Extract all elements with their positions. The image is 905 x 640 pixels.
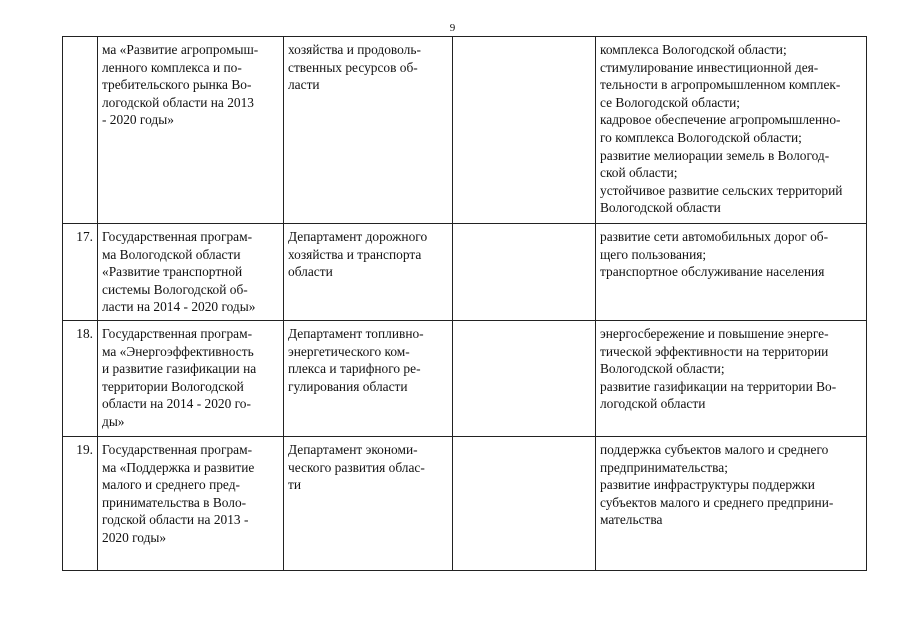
table-row — [63, 437, 867, 571]
goals-cell: поддержка субъектов малого и среднего предпринимательства; развитие инфраструктуры поддержки субъектов малого и среднего предприни- мательства — [596, 437, 867, 571]
page-number: 9 — [449, 22, 456, 34]
empty-cell — [453, 224, 596, 321]
table-row — [63, 321, 867, 437]
program-cell: Государственная програм- ма «Энергоэффективность и развитие газификации на территории Вологодской области на 2014 - 2020 го- ды» — [98, 321, 284, 437]
row-number: 17. — [63, 224, 98, 321]
empty-cell — [453, 37, 596, 224]
program-cell: Государственная програм- ма «Поддержка и развитие малого и среднего пред- принимательства в Воло- годской области на 2013 - 2020 годы» — [98, 437, 284, 571]
goals-cell: развитие сети автомобильных дорог об- щего пользования; транспортное обслуживание населения — [596, 224, 867, 321]
row-number: 18. — [63, 321, 98, 437]
row-number: 19. — [63, 437, 98, 571]
program-cell: Государственная програм- ма Вологодской области «Развитие транспортной системы Вологодской об- ласти на 2014 - 2020 годы» — [98, 224, 284, 321]
department-cell: Департамент топливно- энергетического ком- плекса и тарифного ре- гулирования области — [284, 321, 453, 437]
table-row — [63, 37, 867, 224]
program-cell: ма «Развитие агропромыш- ленного комплекса и по- требительского рынка Во- логодской области на 2013 - 2020 годы» — [98, 37, 284, 224]
department-cell: Департамент дорожного хозяйства и транспорта области — [284, 224, 453, 321]
empty-cell — [453, 437, 596, 571]
department-cell: хозяйства и продоволь- ственных ресурсов об- ласти — [284, 37, 453, 224]
row-number — [63, 37, 98, 224]
department-cell: Департамент экономи- ческого развития облас- ти — [284, 437, 453, 571]
empty-cell — [453, 321, 596, 437]
goals-cell: энергосбережение и повышение энерге- тической эффективности на территории Вологодской области; развитие газификации на территории Во- логодской области — [596, 321, 867, 437]
goals-cell: комплекса Вологодской области; стимулирование инвестиционной дея- тельности в агропромышленном комплек- се Вологодской области; кадровое обеспечение агропромышленно- го комплекса Вологодской области; развитие мелиорации земель в Вологод- ской области; устойчивое развитие сельских территорий Вологодской области — [596, 37, 867, 224]
programs-table — [62, 36, 867, 571]
table-row — [63, 224, 867, 321]
